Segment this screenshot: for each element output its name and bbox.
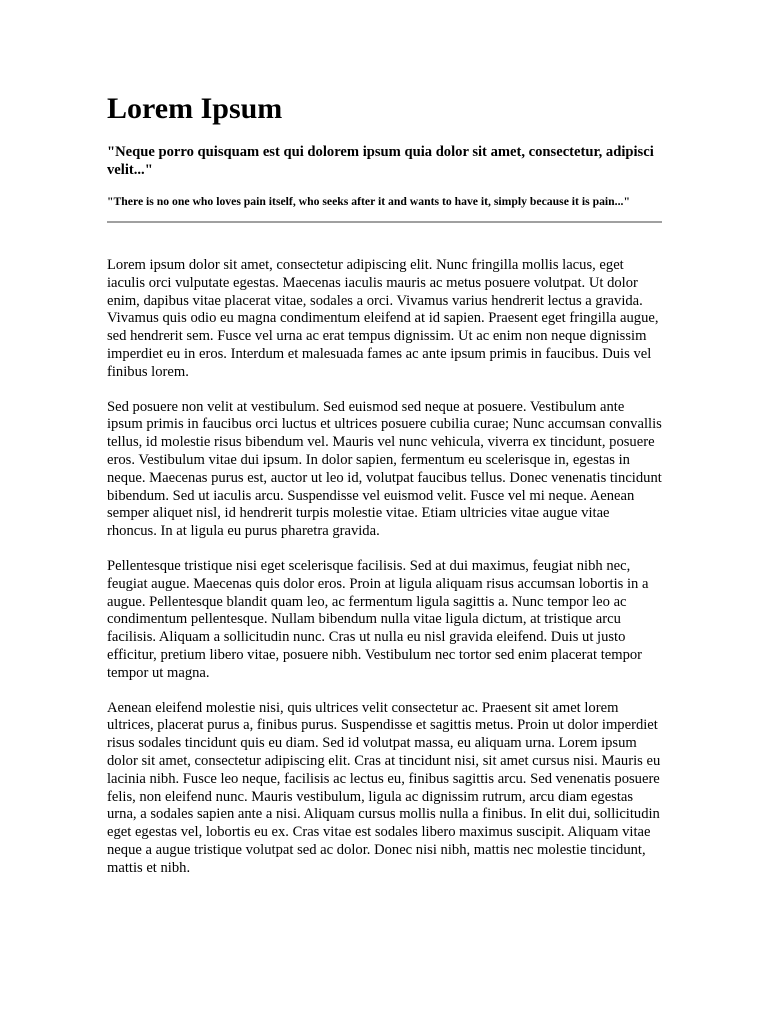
body-text bbox=[107, 257, 662, 878]
document-content bbox=[107, 89, 662, 895]
horizontal-rule bbox=[107, 221, 662, 223]
english-quote: "There is no one who loves pain itself, who seeks after it and wants to have it, simply because it is pain..." bbox=[107, 195, 630, 208]
latin-quote: "Neque porro quisquam est qui dolorem ipsum quia dolor sit amet, consectetur, adipisci velit..." bbox=[107, 144, 654, 178]
paragraph: Sed posuere non velit at vestibulum. Sed euismod sed neque at posuere. Vestibulum ante ipsum primis in faucibus orci luctus et ultrices posuere cubilia curae; Nunc accumsan convallis tellus, id molestie risus bibendum vel. Mauris vel nunc vehicula, viverra ex tincidunt, posuere eros. Vestibulum vitae dui ipsum. In dolor sapien, fermentum eu scelerisque in, egestas in neque. Maecenas purus est, auctor ut leo id, volutpat faucibus tellus. Donec venenatis tincidunt bibendum. Sed ut iaculis arcu. Suspendisse vel euismod velit. Fusce vel mi neque. Aenean semper aliquet nisl, id hendrerit turpis molestie vitae. Etiam ultricies vitae augue vitae rhoncus. In at ligula eu purus pharetra gravida. bbox=[107, 398, 662, 540]
paragraph: Lorem ipsum dolor sit amet, consectetur adipiscing elit. Nunc fringilla mollis lacus, eget iaculis orci vulputate egestas. Maecenas iaculis mauris ac metus posuere volutpat. Ut dolor enim, dapibus vitae placerat vitae, sodales a orci. Vivamus varius hendrerit lectus a gravida. Vivamus quis odio eu magna condimentum eleifend at id sapien. Praesent eget fringilla augue, sed hendrerit sem. Fusce vel urna ac erat tempus dignissim. Ut ac enim non neque dignissim imperdiet eu in eros. Interdum et malesuada fames ac ante ipsum primis in faucibus. Duis vel finibus lorem. bbox=[107, 257, 659, 380]
document-title: Lorem Ipsum bbox=[107, 92, 283, 125]
paragraph: Pellentesque tristique nisi eget scelerisque facilisis. Sed at dui maximus, feugiat nibh nec, feugiat augue. Maecenas quis dolor eros. Proin at ligula aliquam risus accumsan lobortis in a augue. Pellentesque blandit quam leo, ac fermentum ligula sagittis a. Nunc tempor leo ac condimentum pellentesque. Nullam bibendum nulla vitae ligula dictum, at tristique arcu facilisis. Aliquam a sollicitudin nunc. Cras ut nulla eu nisl gravida eleifend. Duis ut justo efficitur, pretium libero vitae, posuere nibh. Vestibulum nec tortor sed enim placerat tempor tempor ut magna. bbox=[107, 557, 649, 681]
paragraph: Aenean eleifend molestie nisi, quis ultrices velit consectetur ac. Praesent sit amet lorem ultrices, placerat purus a, finibus purus. Suspendisse et sagittis metus. Proin ut dolor imperdiet risus sodales tincidunt quis eu diam. Sed id volutpat massa, eu aliquam urna. Lorem ipsum dolor sit amet, consectetur adipiscing elit. Cras at tincidunt nisi, sit amet cursus nisi. Mauris eu lacinia nibh. Fusce leo neque, facilisis ac lectus eu, finibus sagittis arcu. Sed venenatis posuere felis, non eleifend nunc. Mauris vestibulum, ligula ac dignissim rutrum, arcu diam egestas urna, a sodales sapien ante a nisi. Aliquam cursus mollis nulla a finibus. In elit dui, sollicitudin eget egestas vel, lobortis eu ex. Cras vitae est sodales libero maximus suscipit. Aliquam vitae neque a augue tristique volutpat sed ac dolor. Donec nisi nibh, mattis nec molestie tincidunt, mattis et nibh. bbox=[107, 699, 661, 876]
